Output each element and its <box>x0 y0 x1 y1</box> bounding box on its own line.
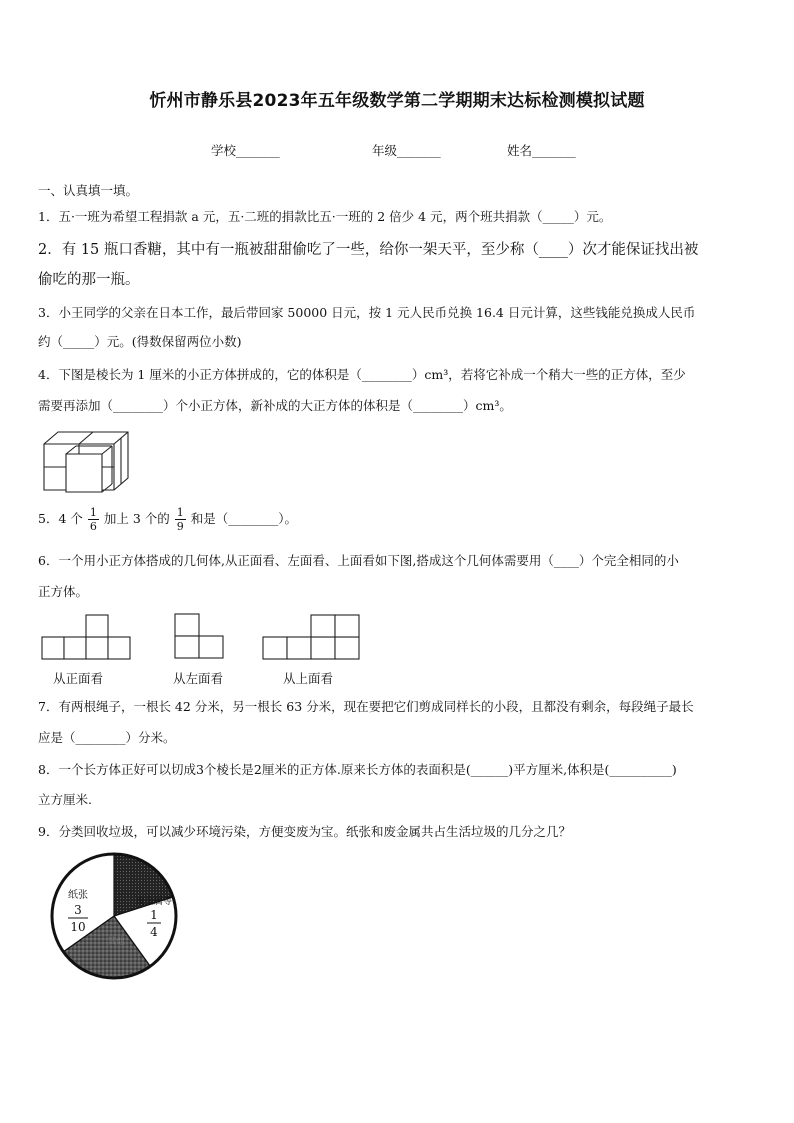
question-2-line-2: 偷吃的那一瓶。 <box>38 272 140 288</box>
caption-front-view: 从正面看 <box>53 671 104 686</box>
caption-left-view: 从左面看 <box>173 671 224 686</box>
fraction-one-sixth: $\frac{1}{6}$ <box>89 506 97 533</box>
question-3-line-2: 约（_____）元。(得数保留两位小数) <box>38 334 242 349</box>
question-9: 9．分类回收垃圾，可以减少环境污染，方便变废为宝。纸张和废金属共占生活垃圾的几分之几？ <box>38 824 571 839</box>
pie-paper-den: 10 <box>70 920 86 934</box>
name-field: 姓名_______ <box>507 143 576 158</box>
question-8-line-1: 8．一个长方体正好可以切成3个棱长是2厘米的正方体.原来长方体的表面积是(______)平方厘米,体积是(__________) <box>38 762 677 777</box>
question-7-line-2: 应是（________）分米。 <box>38 730 176 745</box>
pie-paper-label: 纸张 <box>68 890 88 901</box>
pie-paper-num: 3 <box>74 903 82 917</box>
question-1: 1．五·一班为希望工程捐款 a 元，五·二班的捐款比五·一班的 2 倍少 4 元，两个班共捐款（_____）元。 <box>38 209 612 224</box>
question-5 <box>38 506 297 533</box>
left-view-figure <box>174 612 228 660</box>
section-heading: 一、认真填一填。 <box>38 183 139 198</box>
q5-text-a: 5．4 个 <box>38 511 83 526</box>
question-6-line-1: 6．一个用小正方体搭成的几何体,从正面看、左面看、上面看如下图,搭成这个几何体需要用（____）个完全相同的小 <box>38 553 679 568</box>
pie-metal-den: 4 <box>150 925 158 939</box>
question-2-line-1: 2．有 15 瓶口香糖，其中有一瓶被甜甜偷吃了一些，给你一架天平，至少称（____）次才能保证找出被 <box>38 242 699 258</box>
question-6-line-2: 正方体。 <box>38 584 89 599</box>
question-4-line-2: 需要再添加（________）个小正方体，新补成的大正方体的体积是（________）cm³。 <box>38 398 512 413</box>
pie-other-label: 其他 <box>106 937 126 947</box>
caption-top-view: 从上面看 <box>283 671 334 686</box>
cube-figure <box>40 430 132 496</box>
q5-text-c: 和是（________）。 <box>190 511 297 526</box>
fraction-one-ninth: $\frac{1}{9}$ <box>176 506 184 533</box>
school-field: 学校_______ <box>211 143 280 158</box>
grade-field: 年级_______ <box>372 143 441 158</box>
pie-metal-num: 1 <box>150 908 158 922</box>
q5-text-b: 加上 3 个的 <box>103 511 170 526</box>
question-4-line-1: 4．下图是棱长为 1 厘米的小正方体拼成的，它的体积是（________）cm³，若将它补成一个稍大一些的正方体，至少 <box>38 367 686 382</box>
question-7-line-1: 7．有两根绳子，一根长 42 分米，另一根长 63 分米，现在要把它们剪成同样长的小段，且都没有剩余，每段绳子最长 <box>38 699 694 714</box>
front-view-figure <box>41 613 133 661</box>
pie-metal-label: 废金属等 <box>135 897 173 907</box>
page-title: 忻州市静乐县2023年五年级数学第二学期期末达标检测模拟试题 <box>149 91 645 111</box>
waste-pie-chart <box>44 852 184 980</box>
question-3-line-1: 3．小王同学的父亲在日本工作，最后带回家 50000 日元，按 1 元人民币兑换 16.4 日元计算，这些钱能兑换成人民币 <box>38 305 696 320</box>
question-8-line-2: 立方厘米. <box>38 792 92 807</box>
top-view-figure <box>262 613 362 661</box>
